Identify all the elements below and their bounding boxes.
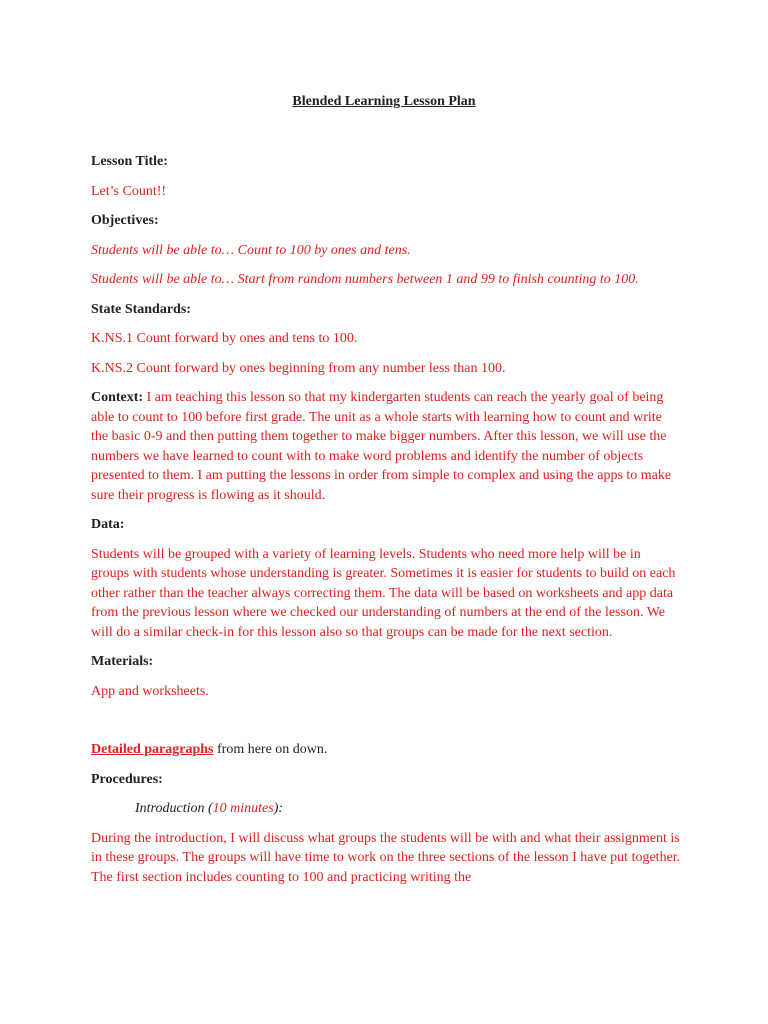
context-paragraph [91,388,681,505]
detailed-paragraphs-emphasis: Detailed paragraphs [91,742,214,757]
standard-item-1: K.NS.1 Count forward by ones and tens to 100. [91,331,358,346]
data-text: Students will be grouped with a variety of learning levels. Students who need more help will be in groups with students whose understanding is greater. Sometimes it is easier for students to build on each other rather than the teacher always correcting them. The data will be based on worksheets and app data from the previous lesson where we checked our understanding of numbers at the end of the lesson. We will do a similar check-in for this lesson also so that groups can be made for the next section. [91,546,676,640]
context-label: Context: [91,390,144,405]
introduction-heading [91,799,681,819]
spacer [91,711,681,740]
lesson-title-value: Let’s Count!! [91,183,167,199]
data-label: Data: [91,517,125,532]
materials-value: App and worksheets. [91,683,209,699]
document-body [91,152,681,897]
introduction-prefix: Introduction ( [135,801,213,816]
context-text: I am teaching this lesson so that my kindergarten students can reach the yearly goal of being able to count to 100 before first grade. The unit as a whole starts with learning how to count and write the basic 0-9 and then putting them together to make bigger numbers. After this lesson, we will use the numbers we have learned to count with to make word problems and identify the number of objects presented to them. I am putting the lessons in order from simple to complex and using the apps to make sure their progress is flowing as it should. [91,390,672,503]
introduction-suffix: ): [273,801,284,816]
document-title: Blended Learning Lesson Plan [292,94,476,109]
procedures-text: During the introduction, I will discuss what groups the students will be with and what their assignment is in these groups. The groups will have time to work on the three sections of the lesson I have put together. The first section includes counting to 100 and practicing writing the [91,830,681,885]
introduction-time: 10 minutes [212,801,274,816]
state-standards-label: State Standards: [91,301,191,317]
standard-item-2: K.NS.2 Count forward by ones beginning from any number less than 100. [91,360,506,376]
detailed-paragraphs-note [91,740,681,760]
materials-label: Materials: [91,654,154,669]
lesson-title-label: Lesson Title: [91,154,168,169]
objective-item-1: Students will be able to… Count to 100 by ones and tens. [91,242,411,258]
detailed-paragraphs-rest: from here on down. [213,742,328,757]
objective-item-2: Students will be able to… Start from random numbers between 1 and 99 to finish counting to 100. [91,272,639,287]
objectives-label: Objectives: [91,213,159,228]
procedures-label: Procedures: [91,771,163,787]
